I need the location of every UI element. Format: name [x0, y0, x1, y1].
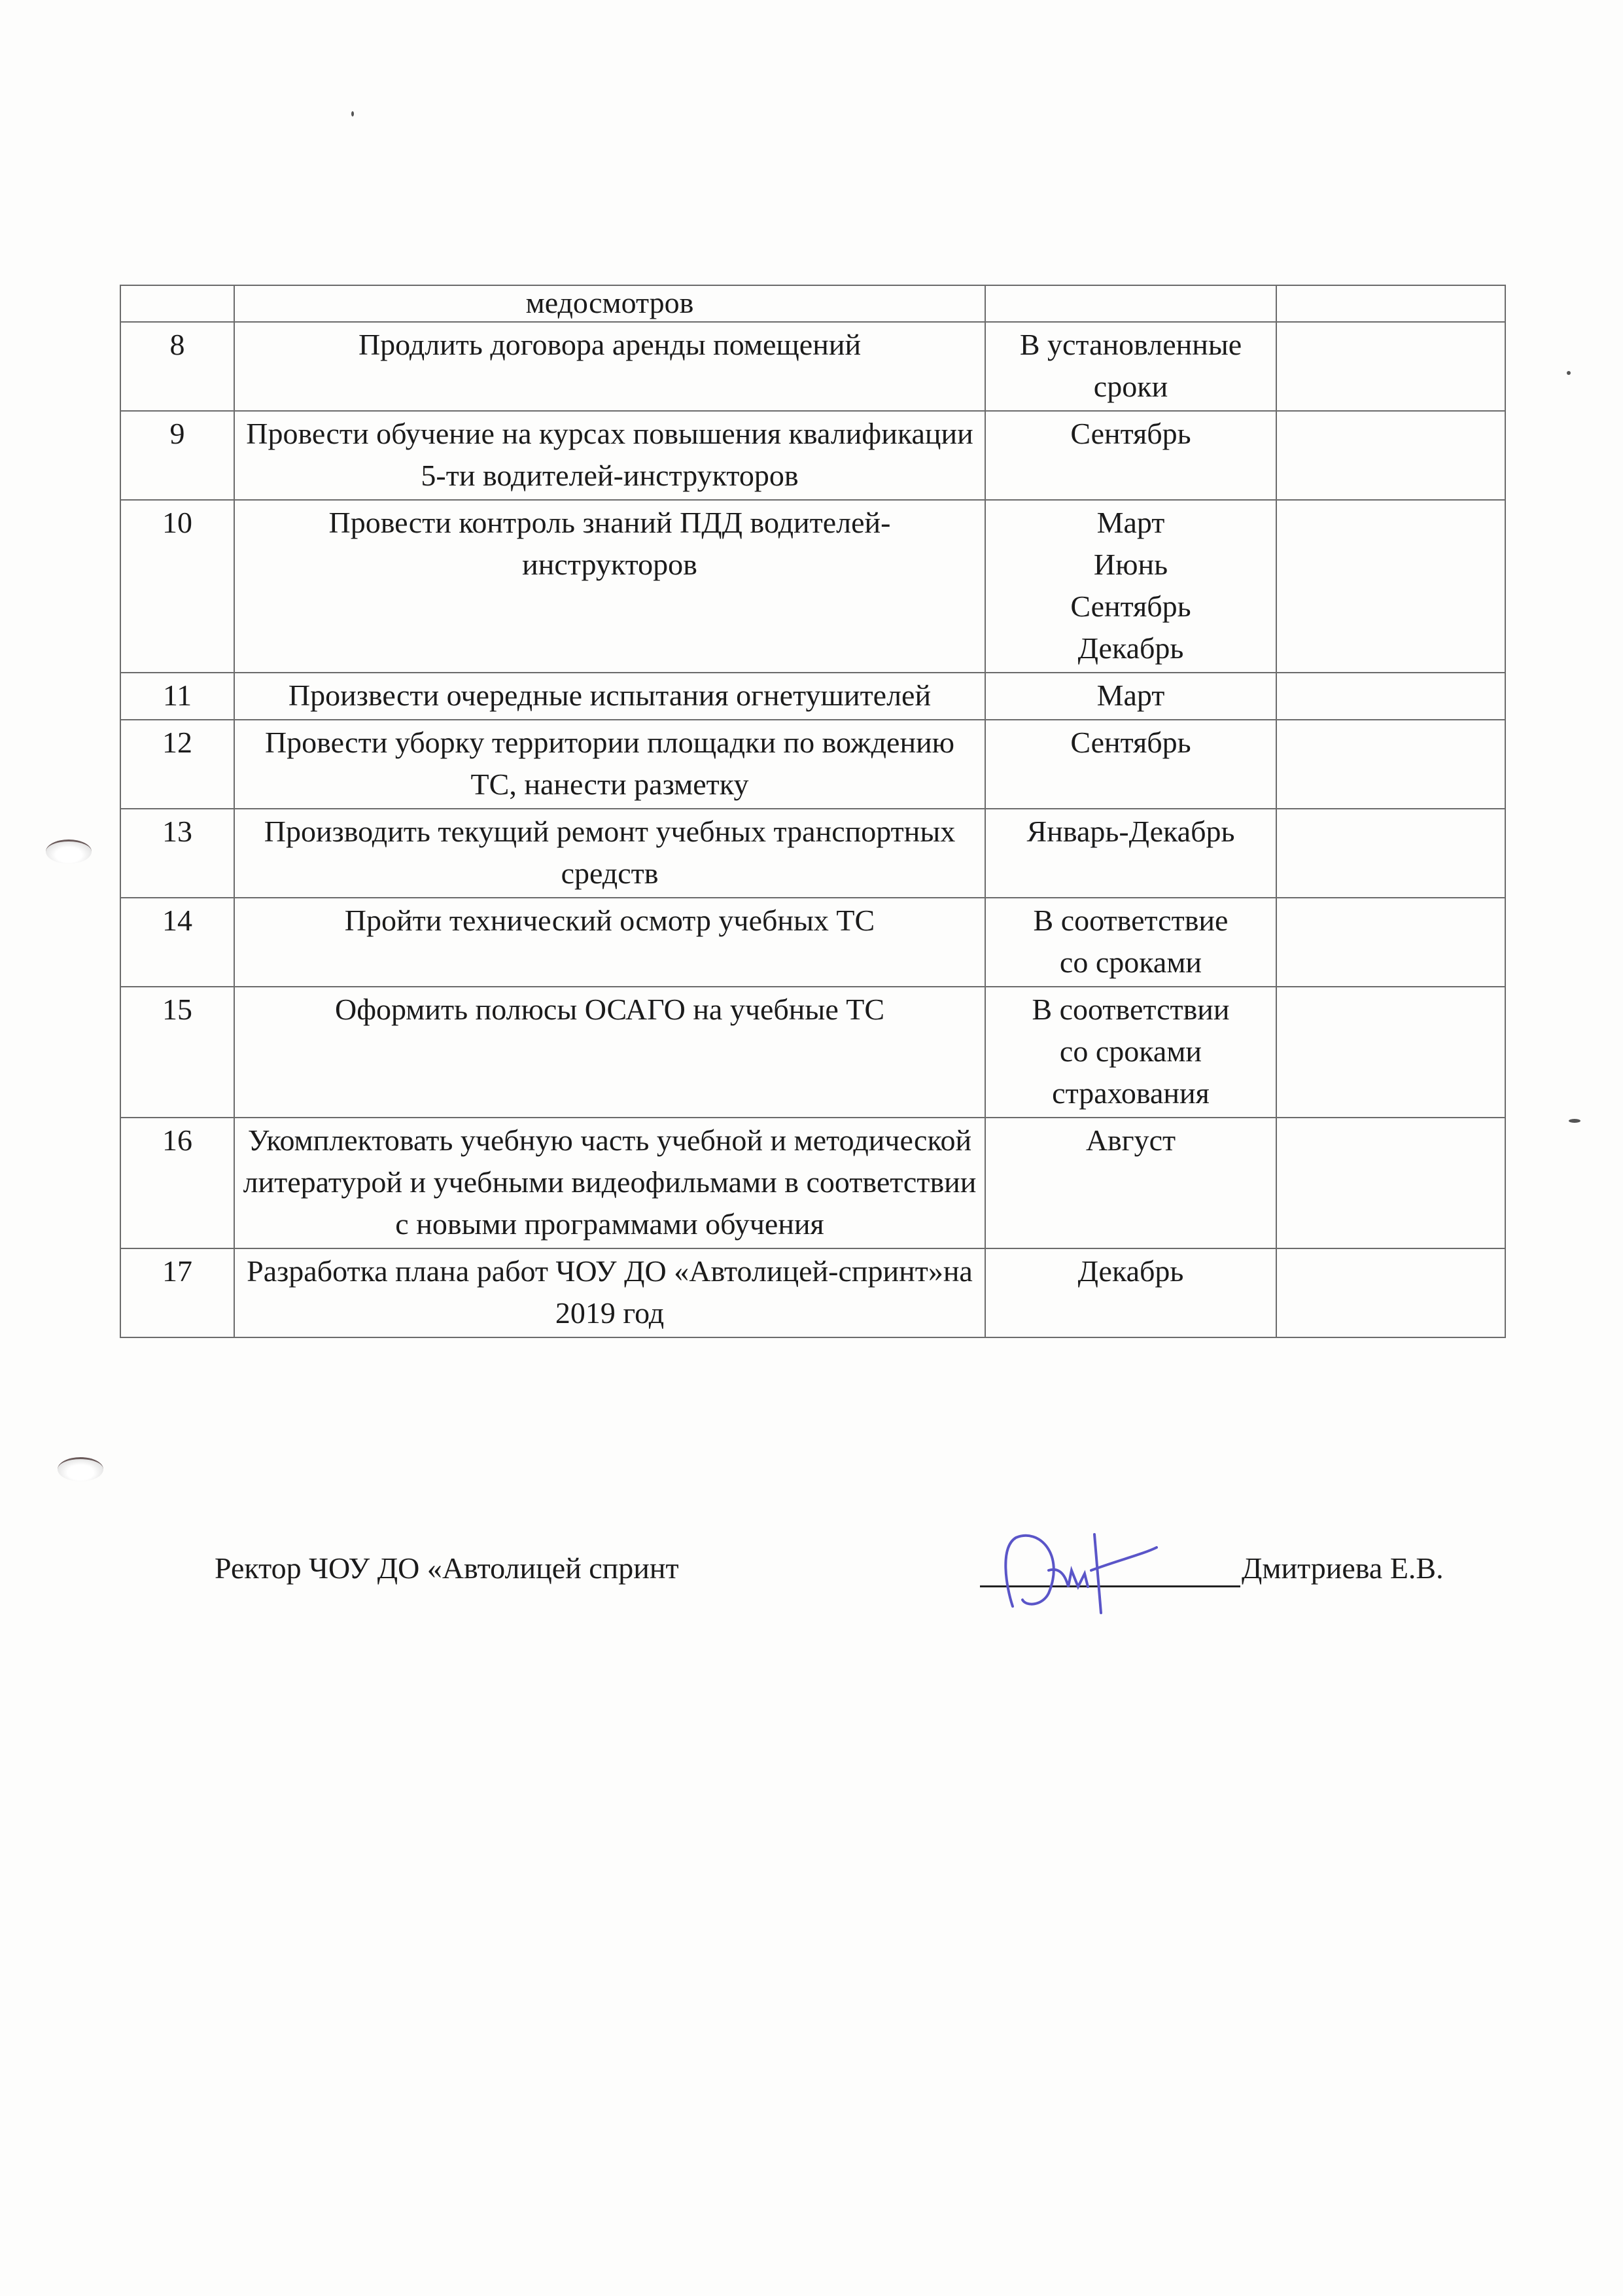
- row-number-cell: 11: [120, 673, 234, 720]
- note-cell: [1276, 898, 1505, 987]
- handwritten-signature-icon: [986, 1508, 1229, 1619]
- row-number-cell: 17: [120, 1248, 234, 1337]
- term-line: Июнь: [1093, 548, 1168, 581]
- row-number-cell: 9: [120, 411, 234, 500]
- table-row-continuation: [120, 285, 1505, 322]
- term-cell: [985, 500, 1276, 673]
- row-number-cell: 12: [120, 720, 234, 809]
- note-cell: [1276, 1248, 1505, 1337]
- note-cell: [1276, 322, 1505, 411]
- term-line: Август: [1085, 1123, 1176, 1157]
- term-cell: [985, 987, 1276, 1118]
- table-row: [120, 898, 1505, 987]
- task-cell: Провести обучение на курсах повышения квалификации 5-ти водителей-инструкторов: [234, 411, 985, 500]
- note-cell: [1276, 500, 1505, 673]
- table-row: [120, 809, 1505, 898]
- term-line: Март: [1096, 679, 1165, 712]
- note-cell: [1276, 1118, 1505, 1248]
- note-cell: [1276, 720, 1505, 809]
- note-cell: [1276, 809, 1505, 898]
- term-line: В соответствие: [1033, 904, 1229, 937]
- term-line: со сроками: [1059, 945, 1202, 979]
- table-row: [120, 1118, 1505, 1248]
- term-line: В установленные: [1019, 328, 1242, 361]
- term-cell: [985, 898, 1276, 987]
- plan-table: [120, 285, 1506, 1338]
- task-cell: Провести контроль знаний ПДД водителей-инструкторов: [234, 500, 985, 673]
- punch-hole-top: [46, 839, 92, 864]
- task-cell: медосмотров: [234, 285, 985, 322]
- term-line: Сентябрь: [1070, 726, 1191, 759]
- term-cell: [985, 809, 1276, 898]
- term-line: Декабрь: [1077, 1254, 1184, 1288]
- task-cell: Укомплектовать учебную часть учебной и методической литературой и учебными видеофильмами в соответствии с новыми программами обучения: [234, 1118, 985, 1248]
- row-number-cell: 10: [120, 500, 234, 673]
- task-cell: Производить текущий ремонт учебных транспортных средств: [234, 809, 985, 898]
- task-cell: Оформить полюсы ОСАГО на учебные ТС: [234, 987, 985, 1118]
- signature-block: [215, 1547, 1516, 1600]
- term-line: Декабрь: [1077, 631, 1184, 665]
- scan-speck: [351, 111, 354, 116]
- row-number-cell: 14: [120, 898, 234, 987]
- table-row: [120, 411, 1505, 500]
- table-row: [120, 720, 1505, 809]
- task-cell: Разработка плана работ ЧОУ ДО «Автолицей-спринт»на 2019 год: [234, 1248, 985, 1337]
- signatory-name: Дмитриева Е.В.: [1242, 1551, 1444, 1585]
- task-cell: Пройти технический осмотр учебных ТС: [234, 898, 985, 987]
- term-cell: [985, 1248, 1276, 1337]
- table-row: [120, 1248, 1505, 1337]
- term-line: сроки: [1093, 370, 1168, 403]
- term-line: страхования: [1052, 1076, 1210, 1110]
- term-line: Сентябрь: [1070, 417, 1191, 450]
- term-cell: [985, 285, 1276, 322]
- note-cell: [1276, 411, 1505, 500]
- task-cell: Продлить договора аренды помещений: [234, 322, 985, 411]
- term-line: со сроками: [1059, 1034, 1202, 1068]
- task-cell: Провести уборку территории площадки по вождению ТС, нанести разметку: [234, 720, 985, 809]
- signatory-position: Ректор ЧОУ ДО «Автолицей спринт: [215, 1551, 679, 1585]
- row-number-cell: [120, 285, 234, 322]
- term-cell: [985, 322, 1276, 411]
- term-line: Сентябрь: [1070, 590, 1191, 623]
- term-cell: [985, 411, 1276, 500]
- table-row: [120, 322, 1505, 411]
- row-number-cell: 13: [120, 809, 234, 898]
- term-line: В соответствии: [1032, 993, 1230, 1026]
- row-number-cell: 8: [120, 322, 234, 411]
- row-number-cell: 15: [120, 987, 234, 1118]
- term-cell: [985, 673, 1276, 720]
- scan-speck: [1567, 371, 1571, 375]
- term-line: Март: [1096, 506, 1165, 539]
- punch-hole-bottom: [58, 1457, 103, 1481]
- note-cell: [1276, 987, 1505, 1118]
- table-row: [120, 500, 1505, 673]
- note-cell: [1276, 285, 1505, 322]
- note-cell: [1276, 673, 1505, 720]
- term-cell: [985, 720, 1276, 809]
- term-line: Январь-Декабрь: [1026, 815, 1235, 848]
- term-cell: [985, 1118, 1276, 1248]
- table-row: [120, 987, 1505, 1118]
- row-number-cell: 16: [120, 1118, 234, 1248]
- scan-speck: [1569, 1119, 1580, 1123]
- task-cell: Произвести очередные испытания огнетушителей: [234, 673, 985, 720]
- table-row: [120, 673, 1505, 720]
